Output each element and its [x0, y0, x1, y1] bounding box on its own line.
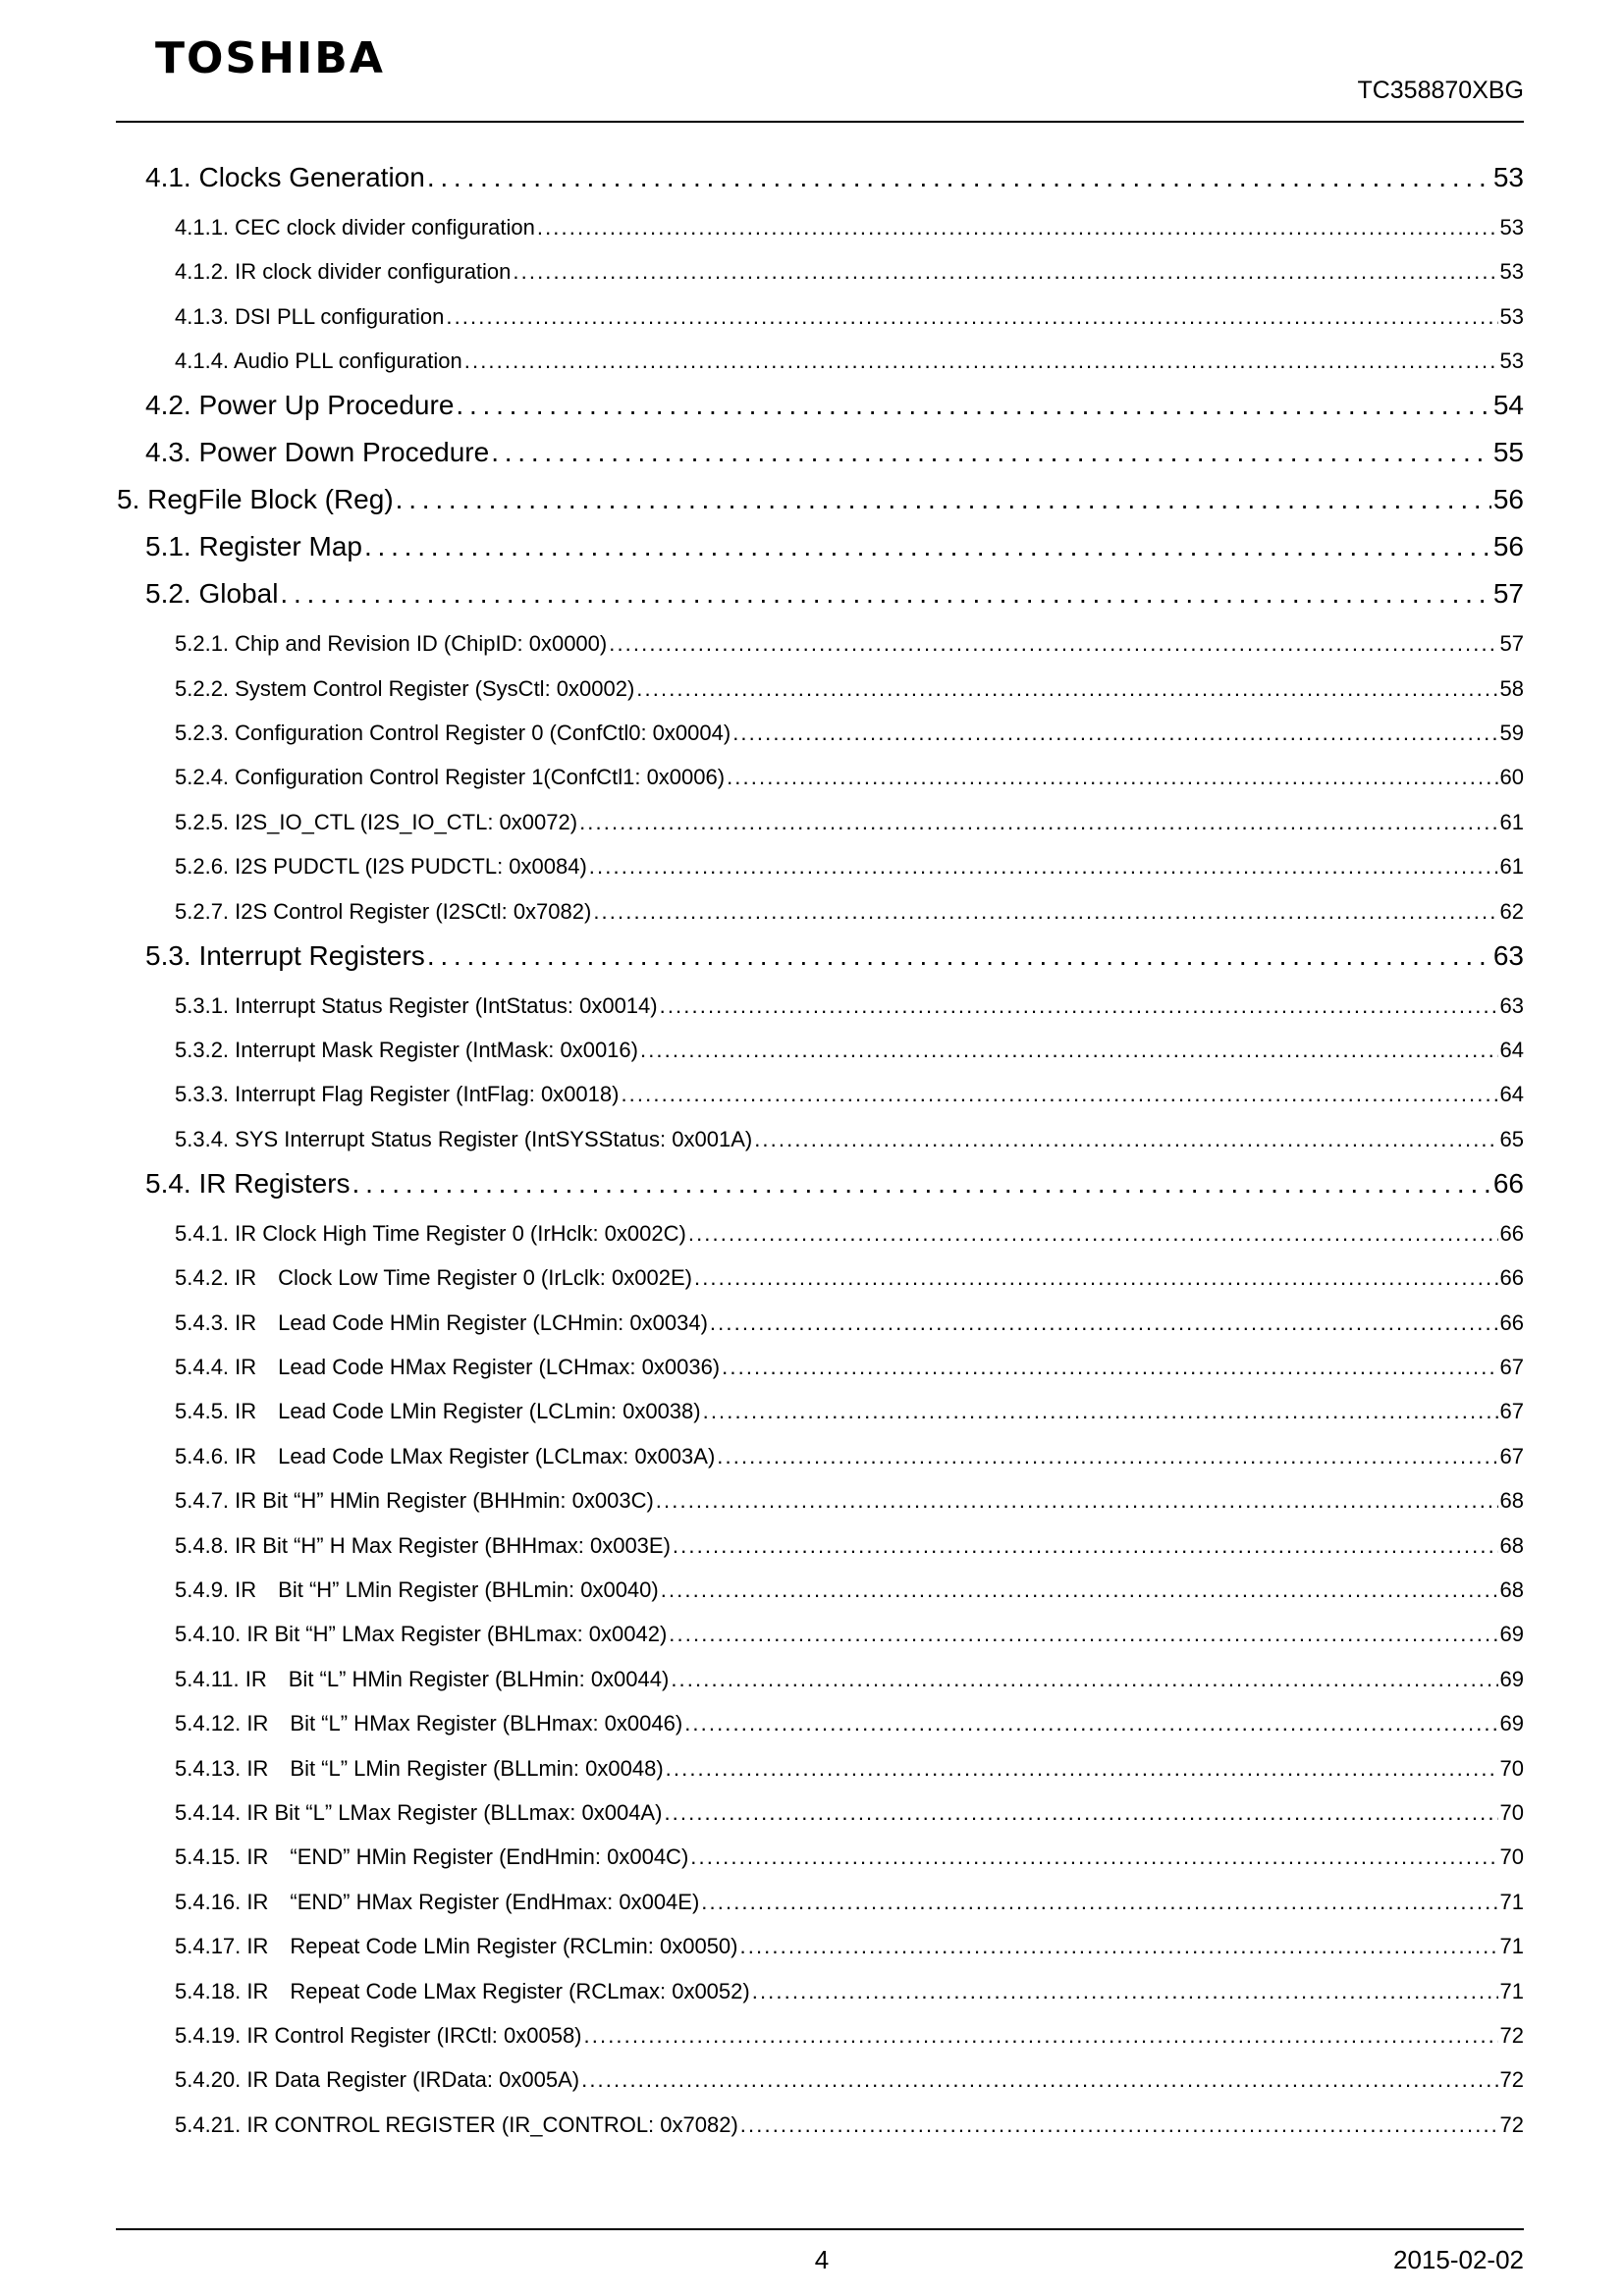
toc-entry[interactable] — [0, 764, 1524, 791]
toc-entry-title: 5.4.11. IR Bit “L” HMin Register (BLHmin: 0x0044) — [175, 1666, 670, 1691]
toc-entry[interactable] — [0, 1576, 1524, 1604]
toc-entry-page: 59 — [1499, 721, 1524, 745]
toc-entry[interactable] — [0, 2066, 1524, 2094]
toc-entry[interactable] — [0, 1755, 1524, 1783]
toc-entry-title: 5.2.5. I2S_IO_CTL (I2S_IO_CTL: 0x0072) — [175, 809, 578, 834]
toc-dot-leader — [456, 389, 1490, 422]
toc-entry[interactable] — [0, 939, 1524, 973]
toc-entry-page: 56 — [1492, 531, 1524, 562]
toc-entry-page: 61 — [1499, 854, 1524, 880]
toc-entry-title: 5.4.1. IR Clock High Time Register 0 (IrHclk: 0x002C) — [175, 1220, 686, 1246]
toc-entry[interactable] — [0, 258, 1524, 286]
toc-dot-leader — [701, 1889, 1497, 1916]
toc-entry-title: 5.4.3. IR Lead Code HMin Register (LCHmin: 0x0034) — [175, 1309, 708, 1335]
toc-entry[interactable] — [0, 1220, 1524, 1248]
toc-entry-page: 66 — [1499, 1265, 1524, 1291]
toc-entry-title: 5.4.21. IR CONTROL REGISTER (IR_CONTROL: 0x7082) — [175, 2111, 738, 2137]
toc-entry[interactable] — [0, 1443, 1524, 1470]
toc-entry-title: 5.4. IR Registers — [145, 1167, 351, 1199]
toc-entry-page: 53 — [1499, 259, 1524, 285]
toc-entry-title: 5.3.1. Interrupt Status Register (IntStatus: 0x0014) — [175, 992, 658, 1018]
toc-entry[interactable] — [0, 483, 1524, 516]
toc-entry-page: 70 — [1499, 1755, 1524, 1781]
toc-entry-page: 55 — [1492, 437, 1524, 468]
toc-entry-page: 72 — [1499, 2067, 1524, 2093]
toc-dot-leader — [589, 853, 1498, 881]
toc-entry[interactable] — [0, 1126, 1524, 1153]
toc-entry-page: 61 — [1499, 809, 1524, 834]
toc-dot-leader — [464, 347, 1498, 375]
toc-entry-page: 63 — [1499, 992, 1524, 1018]
toc-entry-title: 5.2.2. System Control Register (SysCtl: 0x0002) — [175, 675, 635, 701]
toc-dot-leader — [666, 1755, 1498, 1783]
toc-entry-page: 70 — [1499, 1800, 1524, 1825]
toc-entry-page: 53 — [1499, 303, 1524, 329]
toc-entry-title: 5.4.5. IR Lead Code LMin Register (LCLmin: 0x0038) — [175, 1399, 701, 1424]
toc-entry[interactable] — [0, 992, 1524, 1020]
toc-dot-leader — [740, 1933, 1498, 1960]
toc-entry[interactable] — [0, 630, 1524, 658]
document-id: TC358870XBG — [1357, 77, 1524, 104]
toc-dot-leader — [427, 939, 1491, 973]
toc-entry-title: 5.2.6. I2S PUDCTL (I2S PUDCTL: 0x0084) — [175, 854, 587, 880]
toc-entry-title: 5.4.14. IR Bit “L” LMax Register (BLLmax: 0x004A) — [175, 1800, 663, 1825]
toc-entry-page: 71 — [1499, 1889, 1524, 1914]
toc-entry-title: 5.4.16. IR “END” HMax Register (EndHmax: 0x004E) — [175, 1889, 700, 1914]
toc-entry-page: 71 — [1499, 1978, 1524, 2003]
toc-entry-title: 5.3.2. Interrupt Mask Register (IntMask: 0x0016) — [175, 1038, 638, 1062]
page-number: 4 — [814, 2245, 830, 2274]
toc-entry-page: 66 — [1499, 1220, 1524, 1246]
toc-entry[interactable] — [0, 1889, 1524, 1916]
toc-entry-title: 5.2.3. Configuration Control Register 0 (ConfCtl0: 0x0004) — [175, 721, 731, 745]
toc-dot-leader — [584, 2022, 1498, 2050]
document-date: 2015-02-02 — [1393, 2245, 1524, 2274]
toc-dot-leader — [727, 764, 1497, 791]
toc-entry[interactable] — [0, 898, 1524, 926]
toc-entry[interactable] — [0, 1167, 1524, 1201]
toc-entry-title: 5.2. Global — [145, 578, 279, 610]
toc-entry-page: 72 — [1499, 2111, 1524, 2137]
toc-entry[interactable] — [0, 720, 1524, 747]
toc-entry[interactable] — [0, 809, 1524, 836]
toc-entry-page: 58 — [1499, 675, 1524, 701]
toc-entry[interactable] — [0, 347, 1524, 375]
toc-entry-page: 60 — [1499, 765, 1524, 790]
toc-entry[interactable] — [0, 1487, 1524, 1515]
header-rule — [116, 121, 1524, 123]
toc-entry-title: 4.1.2. IR clock divider configuration — [175, 259, 512, 285]
toc-dot-leader — [656, 1487, 1498, 1515]
toc-entry-title: 5.1. Register Map — [145, 531, 362, 562]
toc-dot-leader — [703, 1398, 1498, 1425]
toc-entry-title: 5.3.4. SYS Interrupt Status Register (IntSYSStatus: 0x001A) — [175, 1126, 753, 1151]
toc-entry-title: 5.4.6. IR Lead Code LMax Register (LCLmax: 0x003A) — [175, 1443, 716, 1468]
toc-dot-leader — [722, 1354, 1497, 1381]
toc-entry[interactable] — [0, 1799, 1524, 1827]
toc-entry-title: 5.2.4. Configuration Control Register 1(ConfCtl1: 0x0006) — [175, 765, 726, 790]
toc-entry[interactable] — [0, 389, 1524, 422]
toc-entry[interactable] — [0, 577, 1524, 611]
toc-entry-title: 5.4.10. IR Bit “H” LMax Register (BHLmax: 0x0042) — [175, 1622, 668, 1647]
toc-dot-leader — [664, 1799, 1497, 1827]
toc-dot-leader — [740, 2111, 1498, 2139]
toc-entry-page: 54 — [1492, 390, 1524, 421]
toc-entry[interactable] — [0, 1398, 1524, 1425]
toc-dot-leader — [673, 1532, 1498, 1560]
toc-dot-leader — [446, 303, 1497, 331]
toc-entry-page: 56 — [1492, 484, 1524, 515]
toc-dot-leader — [671, 1666, 1497, 1693]
toc-entry-page: 65 — [1499, 1126, 1524, 1151]
toc-dot-leader — [660, 992, 1498, 1020]
toc-entry[interactable] — [0, 436, 1524, 469]
toc-entry-title: 5.3. Interrupt Registers — [145, 939, 425, 971]
toc-dot-leader — [669, 1621, 1497, 1648]
toc-entry-title: 5.4.4. IR Lead Code HMax Register (LCHmax: 0x0036) — [175, 1355, 721, 1379]
toc-entry[interactable] — [0, 2111, 1524, 2139]
toc-dot-leader — [513, 258, 1497, 286]
toc-entry-page: 53 — [1499, 215, 1524, 240]
toc-entry[interactable] — [0, 1666, 1524, 1693]
toc-entry-page: 64 — [1499, 1038, 1524, 1062]
toc-entry-title: 5.3.3. Interrupt Flag Register (IntFlag: 0x0018) — [175, 1082, 620, 1107]
toc-entry[interactable] — [0, 853, 1524, 881]
toc-entry-title: 4.1. Clocks Generation — [145, 162, 425, 192]
toc-entry-page: 57 — [1492, 578, 1524, 610]
toc-entry[interactable] — [0, 1081, 1524, 1108]
toc-entry[interactable] — [0, 1978, 1524, 2005]
toc-entry-page: 68 — [1499, 1488, 1524, 1514]
toc-entry-title: 5.4.12. IR Bit “L” HMax Register (BLHmax: 0x0046) — [175, 1711, 683, 1736]
toc-entry-page: 57 — [1499, 631, 1524, 657]
toc-dot-leader — [427, 161, 1491, 194]
footer-rule — [116, 2228, 1524, 2230]
toc-dot-leader — [581, 2066, 1497, 2094]
toc-dot-leader — [579, 809, 1497, 836]
toc-entry-page: 63 — [1492, 939, 1524, 971]
toc-entry-title: 5.4.2. IR Clock Low Time Register 0 (IrLclk: 0x002E) — [175, 1265, 692, 1291]
toc-entry-title: 4.2. Power Up Procedure — [145, 390, 455, 421]
toc-entry-title: 5.4.20. IR Data Register (IRData: 0x005A) — [175, 2067, 580, 2093]
toc-entry[interactable] — [0, 1264, 1524, 1292]
toc-entry-page: 69 — [1499, 1666, 1524, 1691]
toc-entry-page: 64 — [1499, 1082, 1524, 1107]
toc-dot-leader — [694, 1264, 1498, 1292]
toc-entry[interactable] — [0, 1532, 1524, 1560]
toc-entry-title: 5.4.15. IR “END” HMin Register (EndHmin: 0x004C) — [175, 1844, 689, 1870]
toc-dot-leader — [754, 1126, 1497, 1153]
toc-dot-leader — [491, 436, 1491, 469]
toc-entry-page: 66 — [1499, 1309, 1524, 1335]
toc-entry[interactable] — [0, 214, 1524, 241]
toc-entry-page: 67 — [1499, 1443, 1524, 1468]
toc-entry-title: 5.4.13. IR Bit “L” LMin Register (BLLmin: 0x0048) — [175, 1755, 664, 1781]
toc-entry[interactable] — [0, 1037, 1524, 1064]
toc-entry-page: 62 — [1499, 898, 1524, 924]
toc-dot-leader — [636, 675, 1497, 703]
toc-entry[interactable] — [0, 303, 1524, 331]
toc-dot-leader — [717, 1443, 1497, 1470]
toc-entry-page: 70 — [1499, 1844, 1524, 1870]
toc-entry-page: 53 — [1492, 162, 1524, 192]
toc-entry-title: 4.1.3. DSI PLL configuration — [175, 303, 445, 329]
toc-entry-title: 5. RegFile Block (Reg) — [117, 484, 394, 515]
toc-entry-title: 4.1.4. Audio PLL configuration — [175, 348, 462, 374]
toc-dot-leader — [352, 1167, 1491, 1201]
toc-entry-title: 5.2.7. I2S Control Register (I2SCtl: 0x7082) — [175, 898, 592, 924]
toc-dot-leader — [280, 577, 1490, 611]
toc-entry-title: 5.4.9. IR Bit “H” LMin Register (BHLmin: 0x0040) — [175, 1577, 659, 1602]
toc-entry[interactable] — [0, 1933, 1524, 1960]
toc-entry-title: 5.2.1. Chip and Revision ID (ChipID: 0x0000) — [175, 631, 608, 657]
toc-entry-page: 68 — [1499, 1532, 1524, 1558]
toc-dot-leader — [640, 1037, 1498, 1064]
toc-entry[interactable] — [0, 1710, 1524, 1737]
toc-dot-leader — [684, 1710, 1497, 1737]
toc-dot-leader — [537, 214, 1498, 241]
toc-entry-title: 5.4.7. IR Bit “H” HMin Register (BHHmin: 0x003C) — [175, 1488, 654, 1514]
toc-entry-page: 71 — [1499, 1934, 1524, 1959]
toc-dot-leader — [661, 1576, 1498, 1604]
toc-dot-leader — [364, 530, 1491, 563]
toc-entry-page: 69 — [1499, 1711, 1524, 1736]
toc-dot-leader — [621, 1081, 1497, 1108]
toc-entry[interactable] — [0, 675, 1524, 703]
toc-entry-title: 5.4.19. IR Control Register (IRCtl: 0x0058) — [175, 2023, 582, 2048]
toc-entry-page: 72 — [1499, 2023, 1524, 2048]
toc-entry-title: 5.4.8. IR Bit “H” H Max Register (BHHmax: 0x003E) — [175, 1532, 671, 1558]
toc-entry-title: 4.1.1. CEC clock divider configuration — [175, 215, 535, 240]
toc-entry[interactable] — [0, 2022, 1524, 2050]
toc-entry[interactable] — [0, 1354, 1524, 1381]
toc-dot-leader — [688, 1220, 1498, 1248]
toc-entry-title: 5.4.18. IR Repeat Code LMax Register (RCLmax: 0x0052) — [175, 1978, 750, 2003]
toc-dot-leader — [690, 1843, 1497, 1871]
toc-entry[interactable] — [0, 1621, 1524, 1648]
toc-dot-leader — [752, 1978, 1498, 2005]
toc-dot-leader — [732, 720, 1497, 747]
toc-entry-page: 68 — [1499, 1577, 1524, 1602]
toc-entry-page: 67 — [1499, 1355, 1524, 1379]
toc-entry[interactable] — [0, 530, 1524, 563]
toc-dot-leader — [593, 898, 1497, 926]
toc-entry-page: 53 — [1499, 348, 1524, 374]
toc-dot-leader — [609, 630, 1497, 658]
toc-entry[interactable] — [0, 161, 1524, 194]
toc-entry-page: 66 — [1492, 1167, 1524, 1199]
toc-entry[interactable] — [0, 1843, 1524, 1871]
toc-entry-title: 4.3. Power Down Procedure — [145, 437, 490, 468]
toshiba-logo: TOSHIBA — [155, 33, 385, 83]
toc-entry-title: 5.4.17. IR Repeat Code LMin Register (RCLmin: 0x0050) — [175, 1934, 738, 1959]
toc-entry[interactable] — [0, 1309, 1524, 1337]
toc-dot-leader — [710, 1309, 1498, 1337]
toc-entry-page: 67 — [1499, 1399, 1524, 1424]
toc-entry-page: 69 — [1499, 1622, 1524, 1647]
toc-dot-leader — [396, 483, 1491, 516]
